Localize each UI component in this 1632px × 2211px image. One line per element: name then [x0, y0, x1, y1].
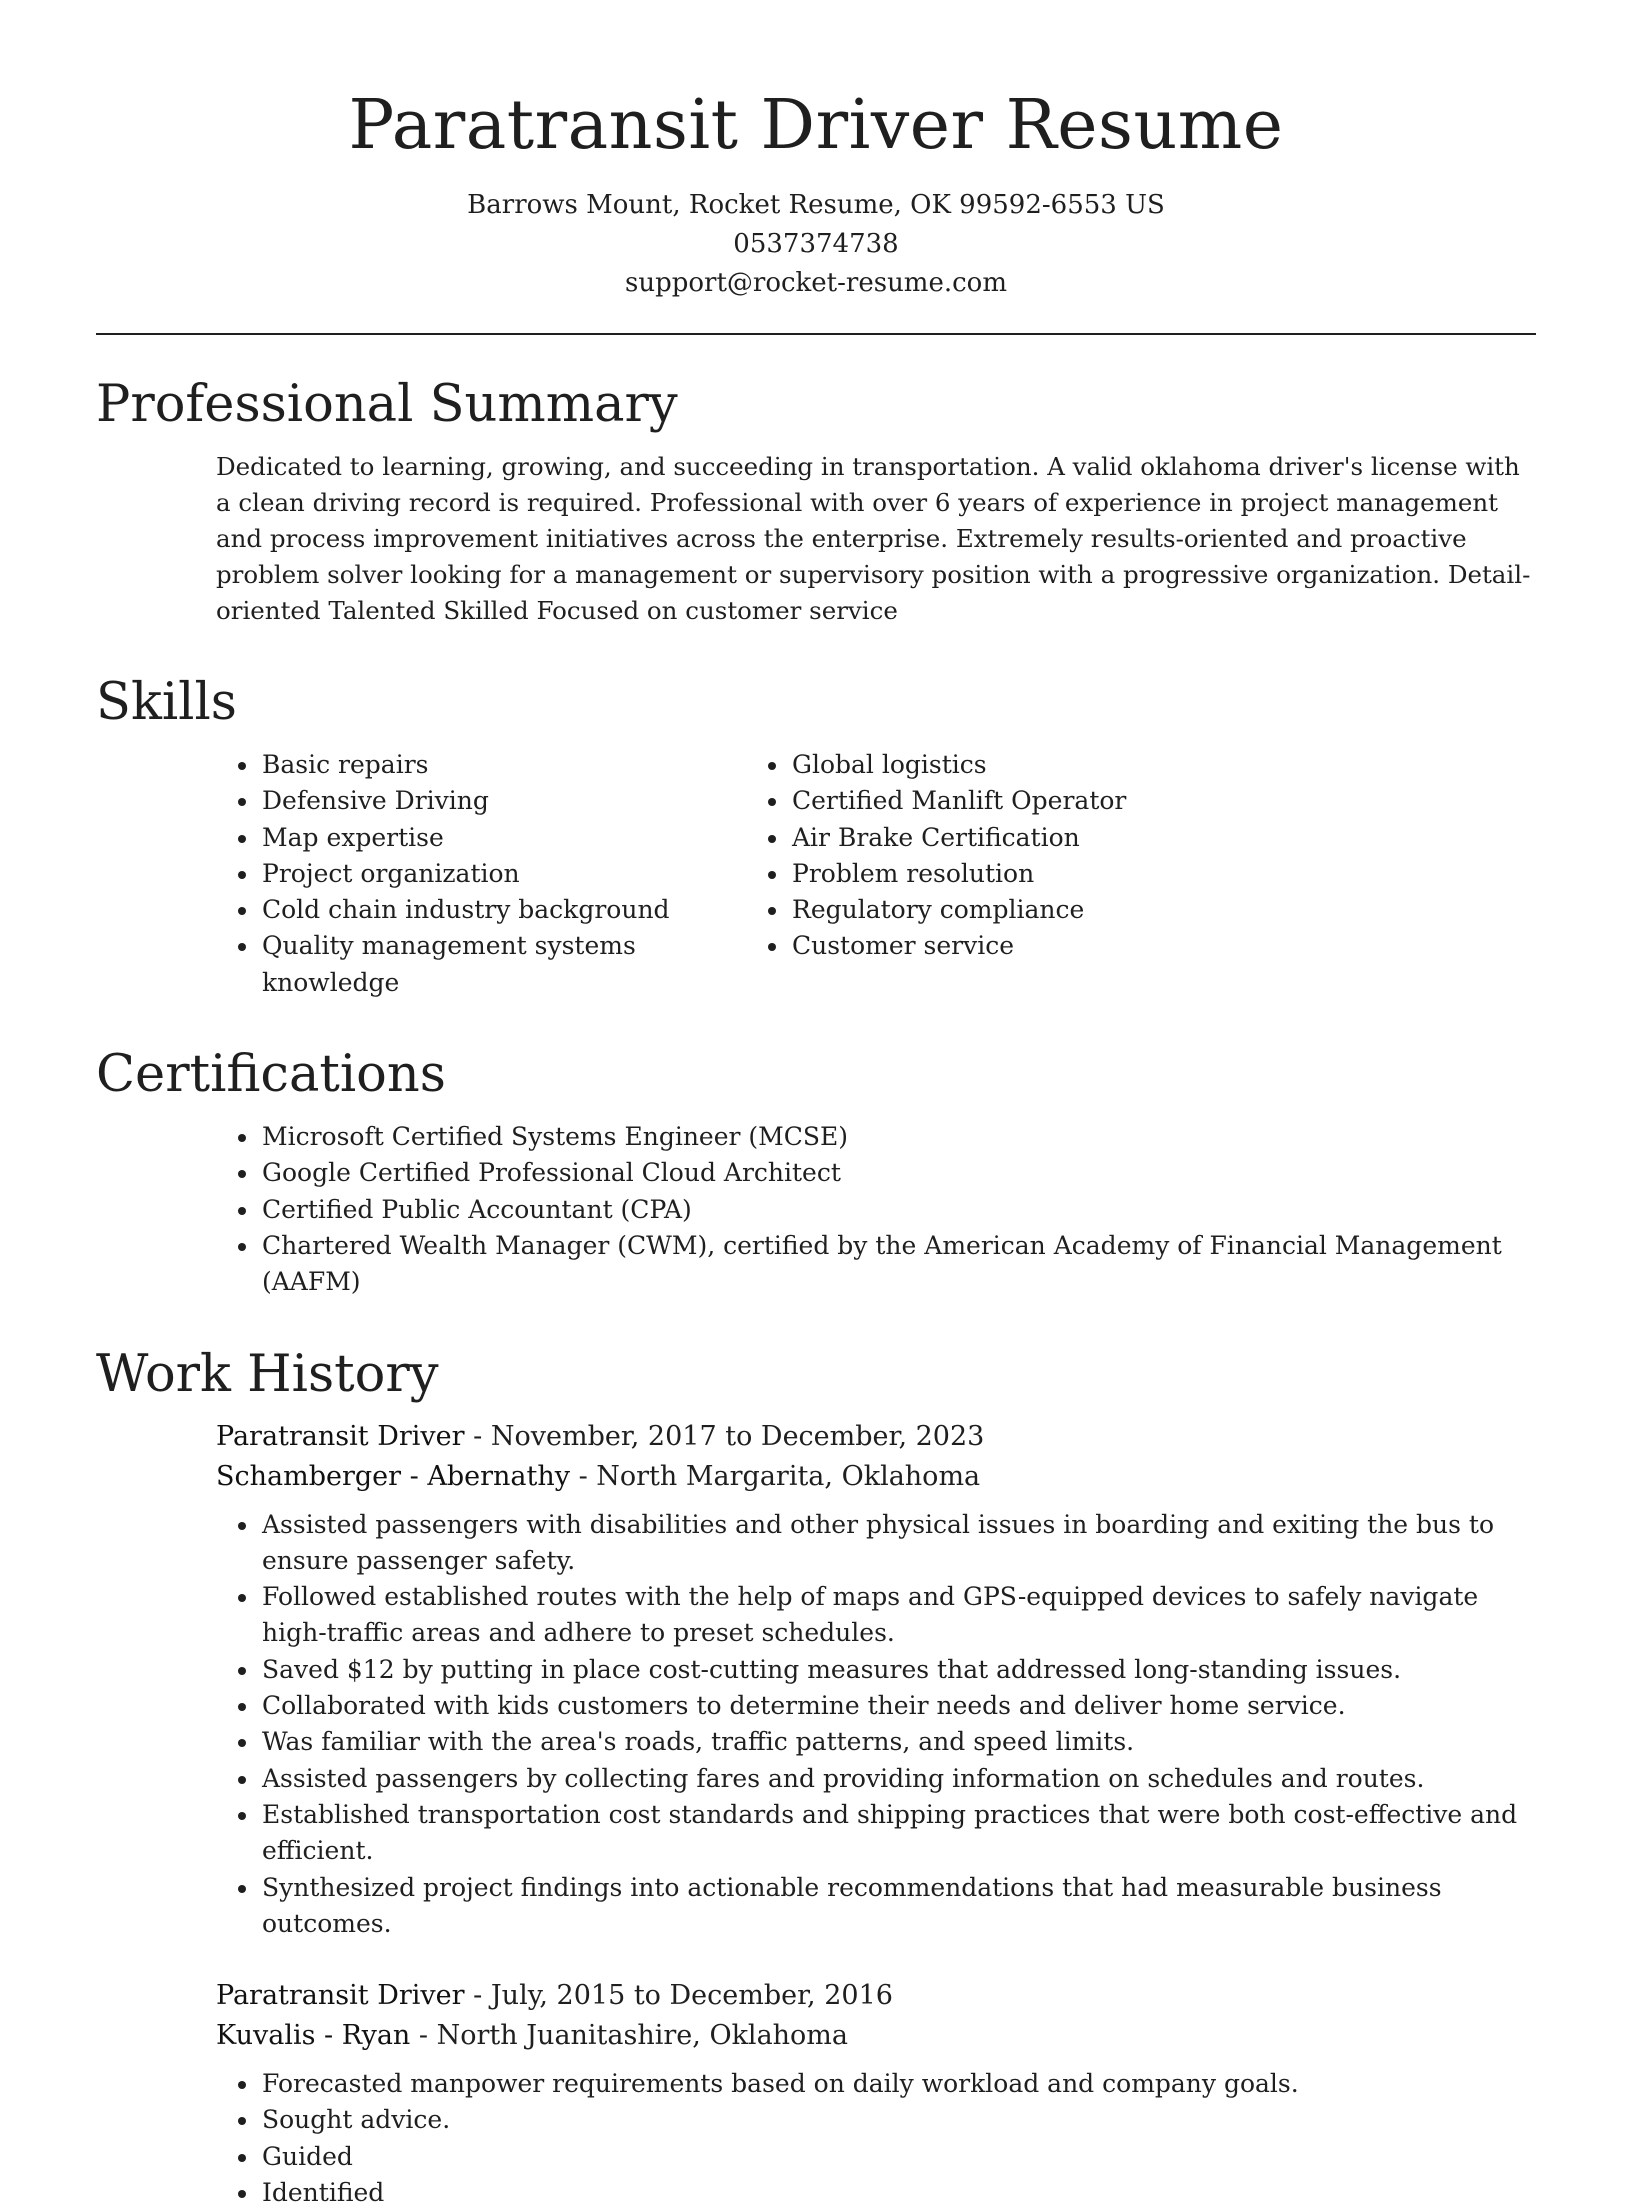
certifications-heading: Certifications: [96, 1045, 446, 1105]
job-location: - North Margarita, Oklahoma: [569, 1460, 981, 1492]
job-bullet: • Guided: [260, 2139, 1536, 2175]
job-title-line: [96, 1417, 1536, 1457]
skill-item: • Customer service: [790, 928, 1396, 964]
job-entry: [96, 1417, 1536, 1943]
job-company: Schamberger - Abernathy: [216, 1460, 570, 1492]
skills-column-1: [96, 747, 746, 1001]
skill-item: • Regulatory compliance: [790, 892, 1396, 928]
skills-grid: [96, 747, 1536, 1001]
contact-address: Barrows Mount, Rocket Resume, OK 99592-6553 US: [467, 190, 1165, 220]
skill-item: • Basic repairs: [260, 747, 746, 783]
certification-item: • Certified Public Accountant (CPA): [260, 1192, 1536, 1228]
job-title: Paratransit Driver: [216, 1420, 465, 1452]
certifications-list: [96, 1119, 1536, 1300]
summary-heading: Professional Summary: [96, 375, 678, 434]
skill-item: • Project organization: [260, 856, 746, 892]
job-bullet: • Followed established routes with the help of maps and GPS-equipped devices to safely navigate high-traffic areas and adhere to preset schedules.: [260, 1579, 1536, 1652]
job-bullets: [96, 1507, 1536, 1943]
skill-item: • Certified Manlift Operator: [790, 783, 1396, 819]
header-divider: [96, 333, 1536, 335]
skill-item: • Map expertise: [260, 820, 746, 856]
job-bullet: • Was familiar with the area's roads, traffic patterns, and speed limits.: [260, 1724, 1536, 1760]
contact-phone: 0537374738: [733, 229, 899, 259]
job-bullets: [96, 2066, 1536, 2211]
skill-item: • Global logistics: [790, 747, 1396, 783]
job-bullet: • Collaborated with kids customers to determine their needs and deliver home service.: [260, 1688, 1536, 1724]
certifications-section: [96, 1043, 1536, 1300]
job-location: - North Juanitashire, Oklahoma: [410, 2020, 849, 2052]
job-company-line: [96, 2016, 1536, 2056]
skills-section: [96, 671, 1536, 1001]
certification-item: • Google Certified Professional Cloud Architect: [260, 1155, 1536, 1191]
contact-block: [96, 186, 1536, 303]
job-dates: - July, 2015 to December, 2016: [464, 1980, 893, 2012]
job-title-line: [96, 1976, 1536, 2016]
skill-item: • Cold chain industry background: [260, 892, 746, 928]
job-bullet: • Assisted passengers with disabilities and other physical issues in boarding and exiting the bus to ensure passenger safety.: [260, 1507, 1536, 1580]
skill-item: • Air Brake Certification: [790, 820, 1396, 856]
resume-header: [96, 0, 1536, 335]
contact-email: support@rocket-resume.com: [624, 268, 1007, 298]
job-bullet: • Sought advice.: [260, 2102, 1536, 2138]
skills-heading: Skills: [96, 673, 237, 732]
certification-item: • Chartered Wealth Manager (CWM), certified by the American Academy of Financial Management (AAFM): [260, 1228, 1536, 1301]
skill-item: • Quality management systems knowledge: [260, 928, 746, 1001]
job-bullet: • Forecasted manpower requirements based on daily workload and company goals.: [260, 2066, 1536, 2102]
job-title: Paratransit Driver: [216, 1980, 465, 2012]
skills-column-2: [746, 747, 1396, 1001]
certification-item: • Microsoft Certified Systems Engineer (MCSE): [260, 1119, 1536, 1155]
summary-section: [96, 373, 1536, 629]
job-dates: - November, 2017 to December, 2023: [464, 1420, 985, 1452]
job-company-line: [96, 1457, 1536, 1497]
summary-text: Dedicated to learning, growing, and succeeding in transportation. A valid oklahoma driver's license with a clean driving record is required. Professional with over 6 years of experience in project management and process improvement initiatives across the enterprise. Extremely results-oriented and proactive problem solver looking for a management or supervisory position with a progressive organization. Detail-oriented Talented Skilled Focused on customer service: [216, 452, 1531, 625]
job-bullet: • Assisted passengers by collecting fares and providing information on schedules and routes.: [260, 1761, 1536, 1797]
job-bullet: • Established transportation cost standards and shipping practices that were both cost-effective and efficient.: [260, 1797, 1536, 1870]
skill-item: • Defensive Driving: [260, 783, 746, 819]
job-company: Kuvalis - Ryan: [216, 2020, 411, 2052]
job-bullet: • Synthesized project findings into actionable recommendations that had measurable business outcomes.: [260, 1870, 1536, 1943]
job-bullet: • Identified: [260, 2175, 1536, 2211]
job-bullet: • Saved $12 by putting in place cost-cutting measures that addressed long-standing issues.: [260, 1652, 1536, 1688]
work-history-heading: Work History: [96, 1344, 439, 1404]
resume-title: Paratransit Driver Resume: [348, 86, 1284, 165]
work-history-section: [96, 1343, 1536, 2211]
job-entry: [96, 1976, 1536, 2211]
skill-item: • Problem resolution: [790, 856, 1396, 892]
